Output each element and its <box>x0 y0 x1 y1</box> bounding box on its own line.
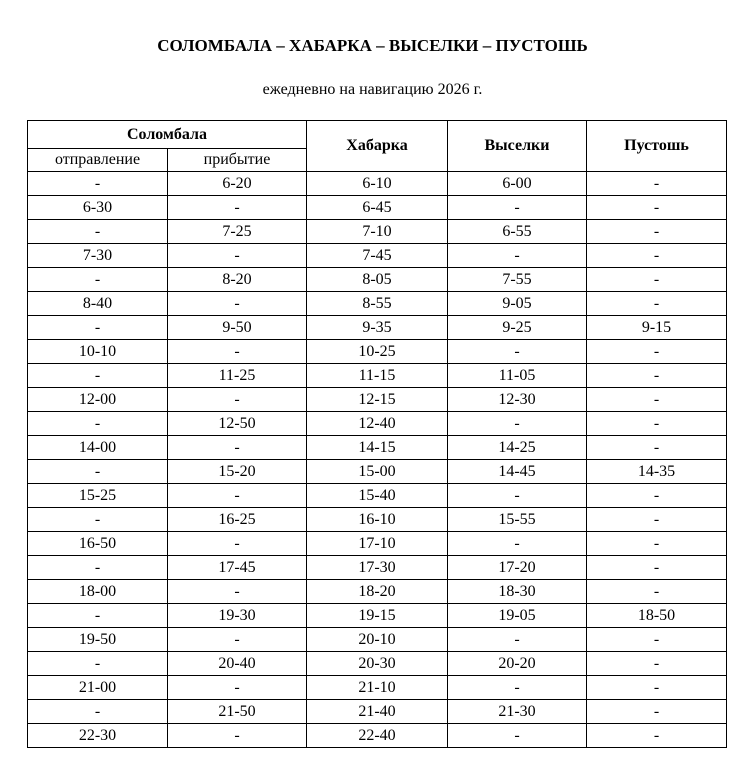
cell-solombala-departure: 8-40 <box>28 292 168 316</box>
cell-khabarka: 21-10 <box>307 676 448 700</box>
cell-khabarka: 8-05 <box>307 268 448 292</box>
cell-vyselki: 12-30 <box>448 388 587 412</box>
cell-pustosh: - <box>587 340 727 364</box>
table-row <box>28 364 727 388</box>
cell-pustosh: - <box>587 508 727 532</box>
cell-vyselki: - <box>448 484 587 508</box>
cell-solombala-arrival: 19-30 <box>168 604 307 628</box>
table-row <box>28 220 727 244</box>
table-row <box>28 484 727 508</box>
cell-vyselki: 6-55 <box>448 220 587 244</box>
cell-pustosh: - <box>587 700 727 724</box>
document-subtitle: ежедневно на навигацию 2026 г. <box>262 81 483 98</box>
cell-solombala-departure: - <box>28 604 168 628</box>
cell-khabarka: 20-30 <box>307 652 448 676</box>
header-solombala: Соломбала <box>28 121 307 149</box>
cell-vyselki: 17-20 <box>448 556 587 580</box>
cell-vyselki: - <box>448 244 587 268</box>
table-row <box>28 460 727 484</box>
cell-khabarka: 12-15 <box>307 388 448 412</box>
table-row <box>28 292 727 316</box>
cell-solombala-arrival: 15-20 <box>168 460 307 484</box>
cell-solombala-arrival: - <box>168 484 307 508</box>
cell-vyselki: 14-45 <box>448 460 587 484</box>
cell-solombala-departure: - <box>28 412 168 436</box>
cell-pustosh: - <box>587 724 727 748</box>
table-row <box>28 244 727 268</box>
cell-solombala-arrival: 9-50 <box>168 316 307 340</box>
cell-solombala-departure: - <box>28 316 168 340</box>
cell-solombala-arrival: - <box>168 580 307 604</box>
cell-pustosh: 18-50 <box>587 604 727 628</box>
cell-solombala-departure: - <box>28 652 168 676</box>
cell-solombala-arrival: - <box>168 676 307 700</box>
header-arrival: прибытие <box>168 149 307 172</box>
cell-solombala-arrival: 6-20 <box>168 172 307 196</box>
cell-khabarka: 18-20 <box>307 580 448 604</box>
cell-solombala-departure: 18-00 <box>28 580 168 604</box>
table-row <box>28 676 727 700</box>
cell-khabarka: 7-45 <box>307 244 448 268</box>
cell-solombala-departure: 22-30 <box>28 724 168 748</box>
table-row <box>28 436 727 460</box>
table-row <box>28 316 727 340</box>
cell-khabarka: 22-40 <box>307 724 448 748</box>
header-vyselki: Выселки <box>448 121 587 172</box>
cell-khabarka: 11-15 <box>307 364 448 388</box>
cell-khabarka: 12-40 <box>307 412 448 436</box>
cell-pustosh: - <box>587 532 727 556</box>
cell-vyselki: 14-25 <box>448 436 587 460</box>
cell-pustosh: - <box>587 628 727 652</box>
cell-pustosh: - <box>587 652 727 676</box>
cell-vyselki: - <box>448 412 587 436</box>
cell-khabarka: 15-00 <box>307 460 448 484</box>
cell-khabarka: 16-10 <box>307 508 448 532</box>
cell-khabarka: 21-40 <box>307 700 448 724</box>
cell-solombala-departure: - <box>28 460 168 484</box>
header-pustosh: Пустошь <box>587 121 727 172</box>
table-row <box>28 628 727 652</box>
cell-vyselki: 18-30 <box>448 580 587 604</box>
table-row <box>28 652 727 676</box>
cell-vyselki: 19-05 <box>448 604 587 628</box>
cell-vyselki: - <box>448 628 587 652</box>
cell-khabarka: 19-15 <box>307 604 448 628</box>
cell-khabarka: 20-10 <box>307 628 448 652</box>
cell-solombala-departure: - <box>28 508 168 532</box>
cell-solombala-departure: 16-50 <box>28 532 168 556</box>
table-row <box>28 412 727 436</box>
table-row <box>28 388 727 412</box>
cell-solombala-arrival: - <box>168 532 307 556</box>
cell-solombala-arrival: - <box>168 196 307 220</box>
cell-pustosh: - <box>587 388 727 412</box>
table-row <box>28 724 727 748</box>
cell-vyselki: 21-30 <box>448 700 587 724</box>
cell-solombala-departure: 7-30 <box>28 244 168 268</box>
cell-pustosh: - <box>587 556 727 580</box>
cell-solombala-arrival: 8-20 <box>168 268 307 292</box>
cell-solombala-departure: 19-50 <box>28 628 168 652</box>
cell-vyselki: 9-05 <box>448 292 587 316</box>
cell-pustosh: - <box>587 364 727 388</box>
cell-vyselki: 6-00 <box>448 172 587 196</box>
cell-solombala-departure: 14-00 <box>28 436 168 460</box>
cell-solombala-departure: - <box>28 220 168 244</box>
schedule-table <box>27 120 727 748</box>
cell-pustosh: - <box>587 436 727 460</box>
table-row <box>28 172 727 196</box>
cell-solombala-arrival: 12-50 <box>168 412 307 436</box>
cell-pustosh: - <box>587 172 727 196</box>
cell-solombala-arrival: - <box>168 244 307 268</box>
cell-pustosh: - <box>587 580 727 604</box>
cell-vyselki: 11-05 <box>448 364 587 388</box>
cell-solombala-arrival: 16-25 <box>168 508 307 532</box>
cell-solombala-arrival: - <box>168 340 307 364</box>
cell-pustosh: - <box>587 676 727 700</box>
cell-solombala-departure: - <box>28 556 168 580</box>
cell-vyselki: - <box>448 532 587 556</box>
cell-khabarka: 6-45 <box>307 196 448 220</box>
cell-khabarka: 17-10 <box>307 532 448 556</box>
cell-vyselki: - <box>448 340 587 364</box>
table-row <box>28 268 727 292</box>
cell-solombala-arrival: 21-50 <box>168 700 307 724</box>
header-departure: отправление <box>28 149 168 172</box>
cell-vyselki: 15-55 <box>448 508 587 532</box>
cell-khabarka: 10-25 <box>307 340 448 364</box>
cell-pustosh: 14-35 <box>587 460 727 484</box>
cell-solombala-departure: 15-25 <box>28 484 168 508</box>
document-title: СОЛОМБАЛА – ХАБАРКА – ВЫСЕЛКИ – ПУСТОШЬ <box>157 36 588 55</box>
cell-pustosh: - <box>587 412 727 436</box>
cell-solombala-arrival: 17-45 <box>168 556 307 580</box>
cell-vyselki: 20-20 <box>448 652 587 676</box>
cell-khabarka: 6-10 <box>307 172 448 196</box>
cell-pustosh: - <box>587 220 727 244</box>
cell-vyselki: - <box>448 724 587 748</box>
cell-pustosh: - <box>587 268 727 292</box>
cell-solombala-arrival: - <box>168 388 307 412</box>
cell-solombala-arrival: 20-40 <box>168 652 307 676</box>
table-row <box>28 556 727 580</box>
cell-pustosh: - <box>587 292 727 316</box>
cell-solombala-departure: 21-00 <box>28 676 168 700</box>
table-row <box>28 340 727 364</box>
cell-solombala-departure: 10-10 <box>28 340 168 364</box>
cell-solombala-arrival: - <box>168 724 307 748</box>
cell-vyselki: 7-55 <box>448 268 587 292</box>
cell-solombala-arrival: 7-25 <box>168 220 307 244</box>
cell-vyselki: - <box>448 196 587 220</box>
table-row <box>28 196 727 220</box>
cell-khabarka: 15-40 <box>307 484 448 508</box>
cell-khabarka: 9-35 <box>307 316 448 340</box>
cell-solombala-departure: 6-30 <box>28 196 168 220</box>
cell-solombala-arrival: - <box>168 628 307 652</box>
cell-pustosh: - <box>587 196 727 220</box>
cell-vyselki: - <box>448 676 587 700</box>
cell-pustosh: - <box>587 244 727 268</box>
cell-solombala-departure: - <box>28 172 168 196</box>
cell-solombala-arrival: - <box>168 292 307 316</box>
cell-khabarka: 17-30 <box>307 556 448 580</box>
cell-solombala-departure: - <box>28 700 168 724</box>
schedule-header <box>28 121 727 172</box>
cell-solombala-departure: 12-00 <box>28 388 168 412</box>
cell-solombala-departure: - <box>28 364 168 388</box>
table-row <box>28 580 727 604</box>
header-khabarka: Хабарка <box>307 121 448 172</box>
cell-khabarka: 7-10 <box>307 220 448 244</box>
cell-solombala-arrival: - <box>168 436 307 460</box>
cell-solombala-departure: - <box>28 268 168 292</box>
table-row <box>28 532 727 556</box>
cell-pustosh: 9-15 <box>587 316 727 340</box>
schedule-body <box>28 172 727 748</box>
cell-vyselki: 9-25 <box>448 316 587 340</box>
cell-khabarka: 14-15 <box>307 436 448 460</box>
cell-khabarka: 8-55 <box>307 292 448 316</box>
cell-solombala-arrival: 11-25 <box>168 364 307 388</box>
table-row <box>28 508 727 532</box>
table-row <box>28 700 727 724</box>
cell-pustosh: - <box>587 484 727 508</box>
table-row <box>28 604 727 628</box>
